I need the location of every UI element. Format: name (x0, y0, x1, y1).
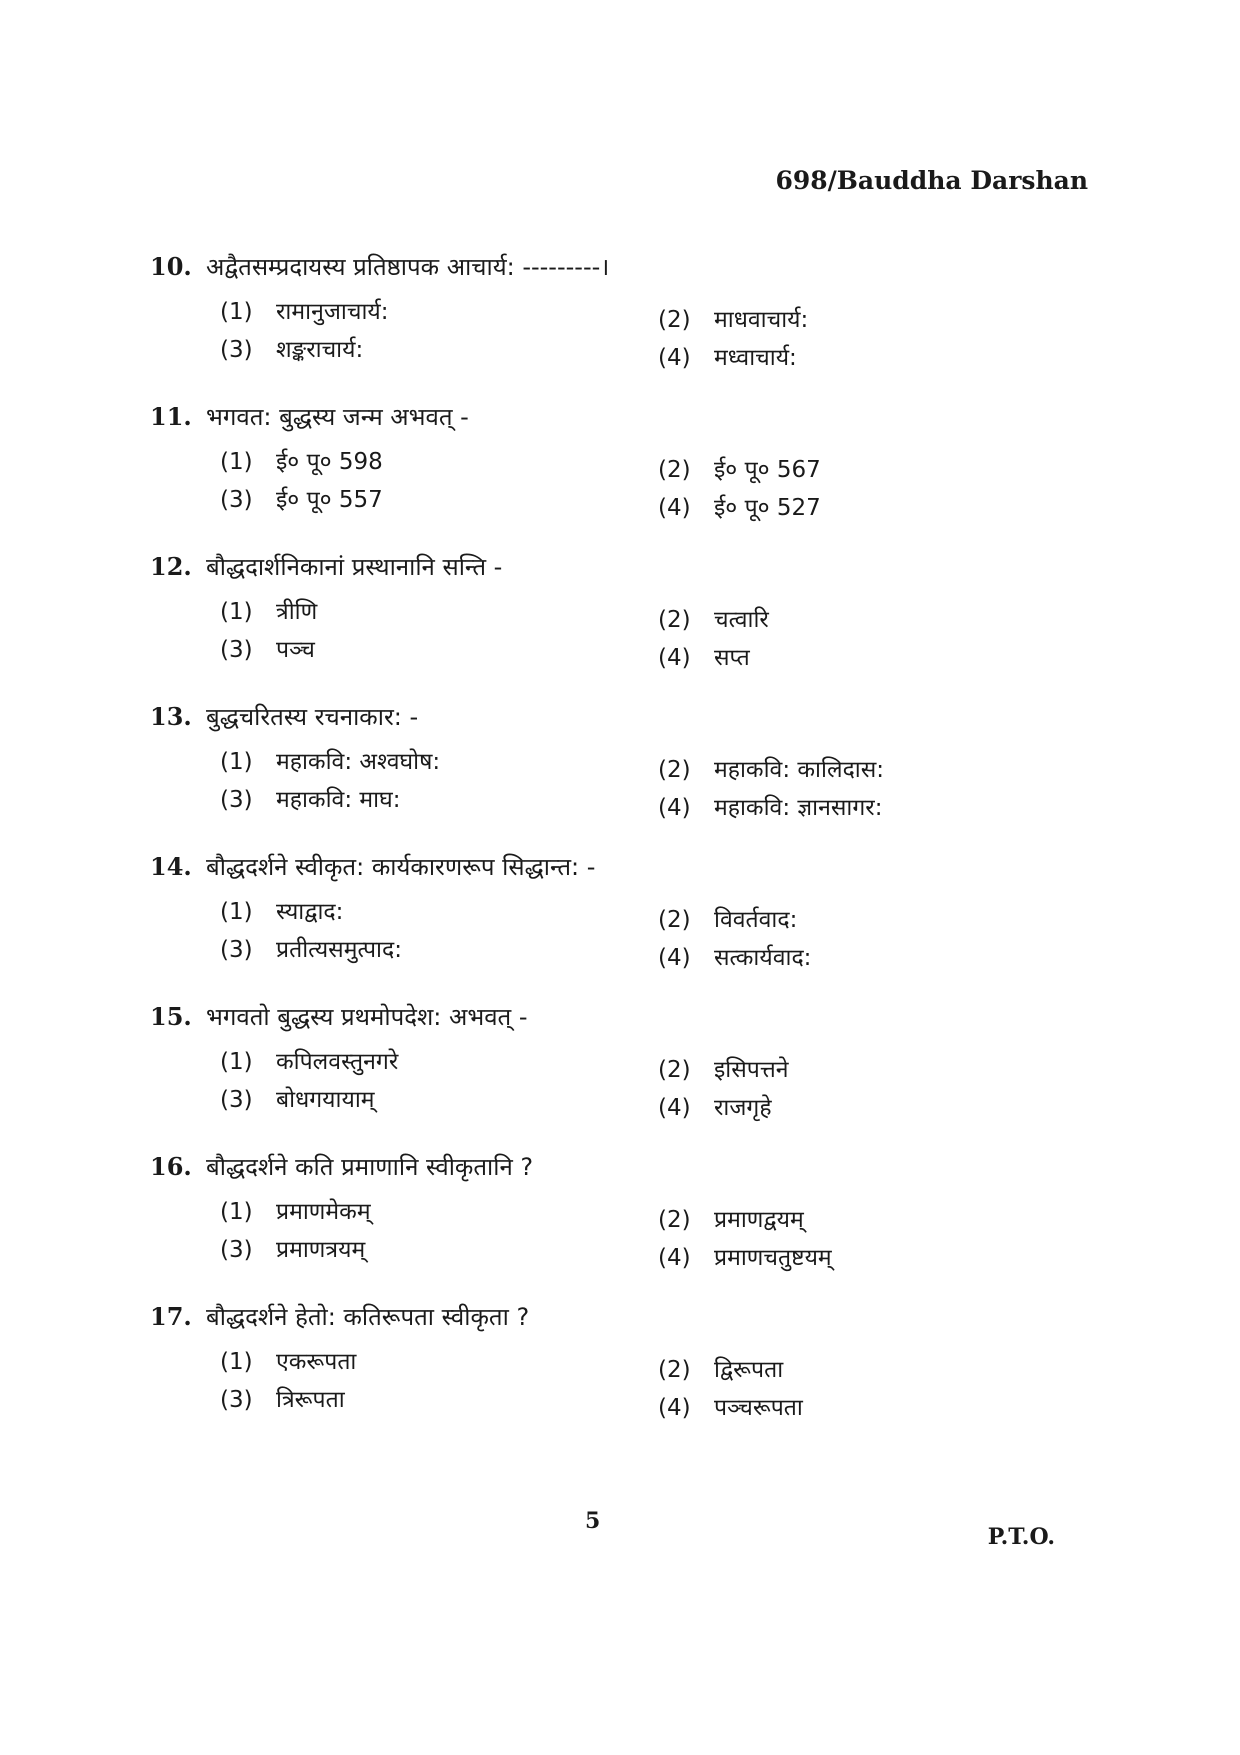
question-14 (150, 850, 1090, 1000)
question-12 (150, 550, 1090, 700)
option-3: (3) त्रिरूपता (220, 1387, 345, 1413)
question-number: 13. (150, 702, 192, 731)
pto-label: P.T.O. (987, 1524, 1055, 1550)
question-number: 15. (150, 1002, 192, 1031)
question-number: 10. (150, 252, 192, 281)
question-text: बौद्धदार्शनिकानां प्रस्थानानि सन्ति - (206, 553, 503, 581)
question-number: 12. (150, 552, 192, 581)
option-2: (2) विवर्तवाद: (658, 907, 798, 933)
option-3: (3) महाकवि: माघ: (220, 787, 401, 813)
page-number: 5 (585, 1508, 601, 1534)
option-2: (2) महाकवि: कालिदास: (658, 757, 885, 783)
option-1: (1) महाकवि: अश्वघोष: (220, 749, 441, 775)
question-16 (150, 1150, 1090, 1300)
question-text: भगवतो बुद्धस्य प्रथमोपदेश: अभवत् - (206, 1003, 528, 1031)
question-number: 17. (150, 1302, 192, 1331)
question-text: बुद्धचरितस्य रचनाकार: - (206, 703, 419, 731)
option-3: (3) पञ्च (220, 637, 315, 663)
option-3: (3) शङ्कराचार्य: (220, 337, 364, 363)
option-1: (1) स्याद्वाद: (220, 899, 344, 925)
option-2: (2) चत्वारि (658, 607, 769, 633)
option-4: (4) प्रमाणचतुष्टयम् (658, 1245, 832, 1271)
option-2: (2) ई० पू० 567 (658, 457, 821, 483)
question-17 (150, 1300, 1090, 1450)
option-4: (4) राजगृहे (658, 1095, 772, 1121)
question-10 (150, 250, 1090, 400)
question-text: बौद्धदर्शने कति प्रमाणानि स्वीकृतानि ? (206, 1153, 534, 1181)
option-4: (4) ई० पू० 527 (658, 495, 821, 521)
option-2: (2) इसिपत्तने (658, 1057, 789, 1083)
option-2: (2) माधवाचार्य: (658, 307, 809, 333)
option-3: (3) ई० पू० 557 (220, 487, 383, 513)
option-4: (4) मध्वाचार्य: (658, 345, 797, 371)
option-4: (4) सत्कार्यवाद: (658, 945, 812, 971)
option-3: (3) बोधगयायाम् (220, 1087, 375, 1113)
option-1: (1) त्रीणि (220, 599, 318, 625)
paper-code: 698/Bauddha Darshan (775, 166, 1088, 195)
option-1: (1) एकरूपता (220, 1349, 357, 1375)
question-text: बौद्धदर्शने हेतो: कतिरूपता स्वीकृता ? (206, 1303, 530, 1331)
question-15 (150, 1000, 1090, 1150)
option-1: (1) कपिलवस्तुनगरे (220, 1049, 399, 1075)
option-1: (1) ई० पू० 598 (220, 449, 383, 475)
option-1: (1) प्रमाणमेकम् (220, 1199, 371, 1225)
option-2: (2) द्विरूपता (658, 1357, 784, 1383)
question-number: 14. (150, 852, 192, 881)
option-3: (3) प्रमाणत्रयम् (220, 1237, 366, 1263)
option-4: (4) पञ्चरूपता (658, 1395, 803, 1421)
question-11 (150, 400, 1090, 550)
option-2: (2) प्रमाणद्वयम् (658, 1207, 804, 1233)
option-4: (4) सप्त (658, 645, 750, 671)
question-text: बौद्धदर्शने स्वीकृत: कार्यकारणरूप सिद्धान्त: - (206, 853, 596, 881)
question-number: 11. (150, 402, 192, 431)
question-list (150, 250, 1090, 1450)
question-number: 16. (150, 1152, 192, 1181)
option-4: (4) महाकवि: ज्ञानसागर: (658, 795, 883, 821)
option-1: (1) रामानुजाचार्य: (220, 299, 389, 325)
question-13 (150, 700, 1090, 850)
question-text: भगवत: बुद्धस्य जन्म अभवत् - (206, 403, 469, 431)
option-3: (3) प्रतीत्यसमुत्पाद: (220, 937, 402, 963)
question-text: अद्वैतसम्प्रदायस्य प्रतिष्ठापक आचार्य: ---------। (206, 253, 610, 281)
